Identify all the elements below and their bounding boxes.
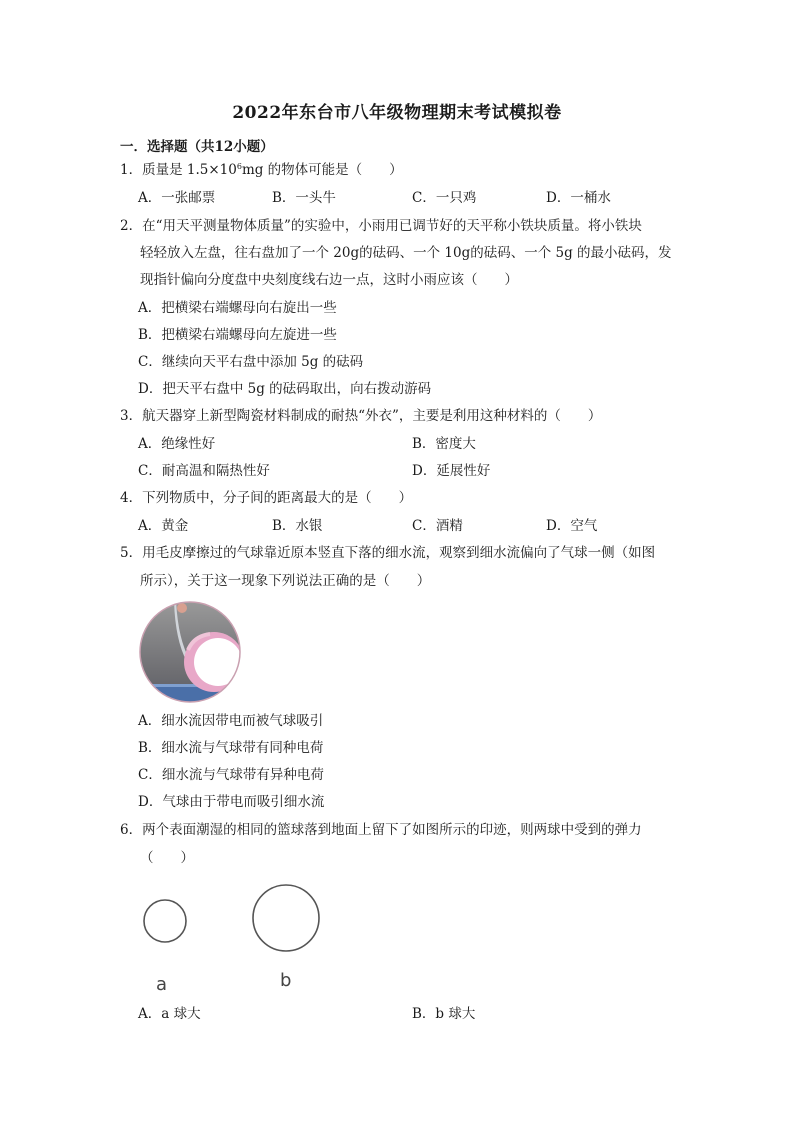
q2-option-b: B．把横梁右端螺母向左旋进一些 [138, 327, 337, 343]
q2-stem-line3: 现指针偏向分度盘中央刻度线右边一点，这时小雨应该（ ） [140, 272, 518, 288]
q1-stem-part2: mg 的物体可能是（ ） [241, 162, 403, 178]
q1-option-c: C．一只鸡 [412, 190, 477, 206]
q6-option-b: B．b 球大 [412, 1006, 476, 1022]
q1-option-a: A．一张邮票 [138, 190, 216, 206]
q3-option-a: A．绝缘性好 [138, 436, 216, 452]
q1-option-b: B．一头牛 [272, 190, 336, 206]
q5-stem-line2: 所示），关于这一现象下列说法正确的是（ ） [140, 573, 431, 589]
exam-title: 2022年东台市八年级物理期末考试模拟卷 [232, 103, 562, 123]
q2-stem-line2: 轻轻放入左盘，往右盘加了一个 20g的砝码、一个 10g的砝码、一个 5g 的最小砝码，发 [140, 245, 672, 261]
q4-option-a: A．黄金 [138, 518, 189, 534]
q3-option-d: D．延展性好 [412, 463, 491, 479]
q4-option-c: C．酒精 [412, 518, 463, 534]
q5-option-b: B．细水流与气球带有同种电荷 [138, 740, 324, 756]
q4-stem: 4．下列物质中，分子间的距离最大的是（ ） [120, 490, 413, 506]
figure-label-b: b [280, 970, 292, 991]
q3-option-c: C．耐高温和隔热性好 [138, 463, 270, 479]
q5-stem-line1: 5．用毛皮摩擦过的气球靠近原本竖直下落的细水流，观察到细水流偏向了气球一侧（如图 [120, 545, 656, 561]
q3-stem: 3．航天器穿上新型陶瓷材料制成的耐热“外衣”，主要是利用这种材料的（ ） [120, 408, 602, 424]
q4-option-d: D．空气 [546, 518, 598, 534]
q2-option-d: D．把天平右盘中 5g 的砝码取出，向右拨动游码 [138, 381, 432, 397]
q1-option-d: D．一桶水 [546, 190, 611, 206]
ball-imprint-a [140, 896, 190, 946]
figure-label-a: a [156, 974, 168, 995]
q5-option-a: A．细水流因带电而被气球吸引 [138, 713, 324, 729]
q4-option-b: B．水银 [272, 518, 323, 534]
section-heading: 一．选择题（共12小题） [120, 139, 274, 155]
ball-imprint-b [248, 880, 324, 956]
q6-option-a: A．a 球大 [138, 1006, 201, 1022]
q5-option-d: D．气球由于带电而吸引细水流 [138, 794, 325, 810]
q1-stem-part1: 1．质量是 1.5×10 [120, 162, 237, 178]
q2-option-a: A．把横梁右端螺母向右旋出一些 [138, 300, 337, 316]
q6-stem-line1: 6．两个表面潮湿的相同的篮球落到地面上留下了如图所示的印迹，则两球中受到的弹力 [120, 822, 642, 838]
q5-option-c: C．细水流与气球带有异种电荷 [138, 767, 324, 783]
q3-option-b: B．密度大 [412, 436, 476, 452]
q2-stem-line1: 2．在“用天平测量物体质量”的实验中，小雨用已调节好的天平称小铁块质量。将小铁块 [120, 218, 642, 234]
balloon-water-figure [138, 600, 242, 704]
q2-option-c: C．继续向天平右盘中添加 5g 的砝码 [138, 354, 364, 370]
q1-exponent: 6 [236, 162, 242, 171]
q1-stem [120, 160, 403, 180]
q6-stem-line2: （ ） [140, 850, 194, 866]
